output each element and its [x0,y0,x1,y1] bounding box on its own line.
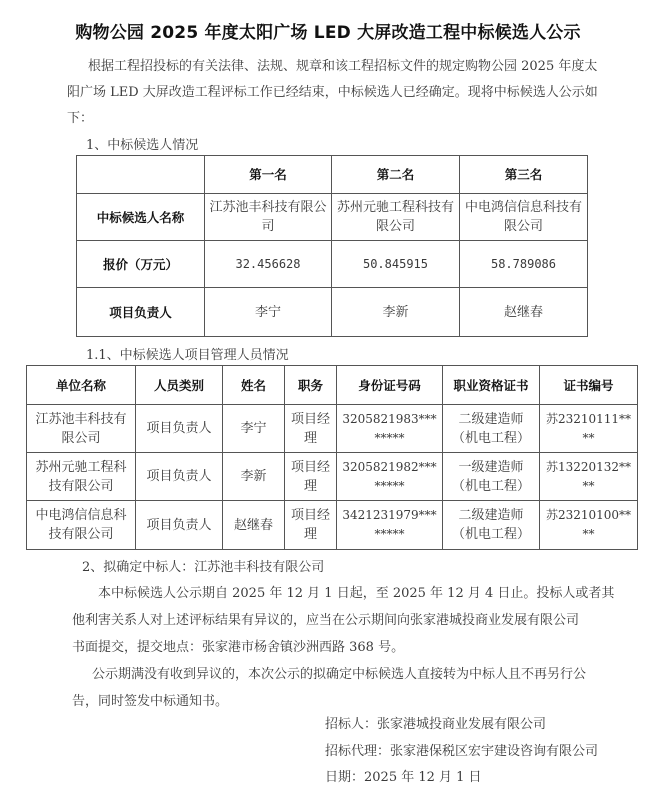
header-position: 职务 [285,366,337,405]
row-label: 中标候选人名称 [77,194,205,241]
candidate-name: 中电鸿信信息科技有限公司 [460,194,588,241]
staff-name: 赵继春 [223,501,285,550]
project-leader: 李新 [332,288,460,337]
notice-line-5: 告，同时签发中标通知书。 [72,694,229,709]
header-cert-number: 证书编号 [540,366,638,405]
candidate-name: 苏州元驰工程科技有限公司 [332,194,460,241]
row-label: 报价（万元） [77,241,205,288]
staff-type: 项目负责人 [136,501,223,550]
header-rank-1: 第一名 [205,156,332,194]
staff-type: 项目负责人 [136,405,223,453]
intro-line-1: 根据工程招投标的有关法律、法规、规章和该工程招标文件的规定购物公园 2025 年度太 [88,59,598,74]
header-rank-3: 第三名 [460,156,588,194]
table-row [77,288,588,337]
section-2-heading: 2、拟确定中标人：江苏池丰科技有限公司 [82,560,325,575]
qualification: 二级建造师（机电工程） [443,405,540,453]
staff-position: 项目经理 [285,405,337,453]
cert-number: 苏23210111**** [540,405,638,453]
candidate-name: 江苏池丰科技有限公司 [205,194,332,241]
page-title: 购物公园 2025 年度太阳广场 LED 大屏改造工程中标候选人公示 [75,23,581,43]
header-rank-2: 第二名 [332,156,460,194]
section-1-heading: 1、中标候选人情况 [86,138,199,153]
header-cell-empty [77,156,205,194]
candidates-header-row [77,156,588,194]
bid-price: 50.845915 [332,241,460,288]
notice-line-1: 本中标候选人公示期自 2025 年 12 月 1 日起，至 2025 年 12 月 4 日止。投标人或者其 [98,586,615,601]
staff-type: 项目负责人 [136,453,223,501]
header-name: 姓名 [223,366,285,405]
header-qualification: 职业资格证书 [443,366,540,405]
unit-name: 江苏池丰科技有限公司 [27,405,136,453]
qualification: 一级建造师（机电工程） [443,453,540,501]
table-row [77,194,588,241]
personnel-table [26,365,638,550]
qualification: 二级建造师（机电工程） [443,501,540,550]
id-number: 3205821983******** [337,405,443,453]
notice-line-4: 公示期满没有收到异议的，本次公示的拟确定中标候选人直接转为中标人且不再另行公 [92,667,587,682]
bid-price: 58.789086 [460,241,588,288]
staff-position: 项目经理 [285,501,337,550]
table-row [27,453,638,501]
cert-number: 苏23210100**** [540,501,638,550]
staff-name: 李新 [223,453,285,501]
header-id-number: 身份证号码 [337,366,443,405]
table-row [27,501,638,550]
staff-name: 李宁 [223,405,285,453]
section-1-1-heading: 1.1、中标候选人项目管理人员情况 [86,348,289,363]
id-number: 3205821982******** [337,453,443,501]
unit-name: 中电鸿信信息科技有限公司 [27,501,136,550]
table-row [77,241,588,288]
cert-number: 苏13220132**** [540,453,638,501]
candidates-table [76,155,588,337]
signature-tenderer: 招标人：张家港城投商业发展有限公司 [325,717,547,732]
bid-price: 32.456628 [205,241,332,288]
personnel-header-row [27,366,638,405]
unit-name: 苏州元驰工程科技有限公司 [27,453,136,501]
id-number: 3421231979******** [337,501,443,550]
signature-date: 日期：2025 年 12 月 1 日 [325,770,482,785]
project-leader: 赵继春 [460,288,588,337]
project-leader: 李宁 [205,288,332,337]
table-row [27,405,638,453]
intro-line-2: 阳广场 LED 大屏改造工程评标工作已经结束，中标候选人已经确定。现将中标候选人公示如 [67,85,598,100]
notice-line-3: 书面提交，提交地点：张家港市杨舍镇沙洲西路 368 号。 [72,640,405,655]
row-label: 项目负责人 [77,288,205,337]
notice-line-2: 他利害关系人对上述评标结果有异议的，应当在公示期间向张家港城投商业发展有限公司 [72,613,580,628]
intro-line-3: 下： [67,111,94,126]
staff-position: 项目经理 [285,453,337,501]
signature-agent: 招标代理：张家港保税区宏宇建设咨询有限公司 [325,744,599,759]
header-staff-type: 人员类别 [136,366,223,405]
header-unit-name: 单位名称 [27,366,136,405]
